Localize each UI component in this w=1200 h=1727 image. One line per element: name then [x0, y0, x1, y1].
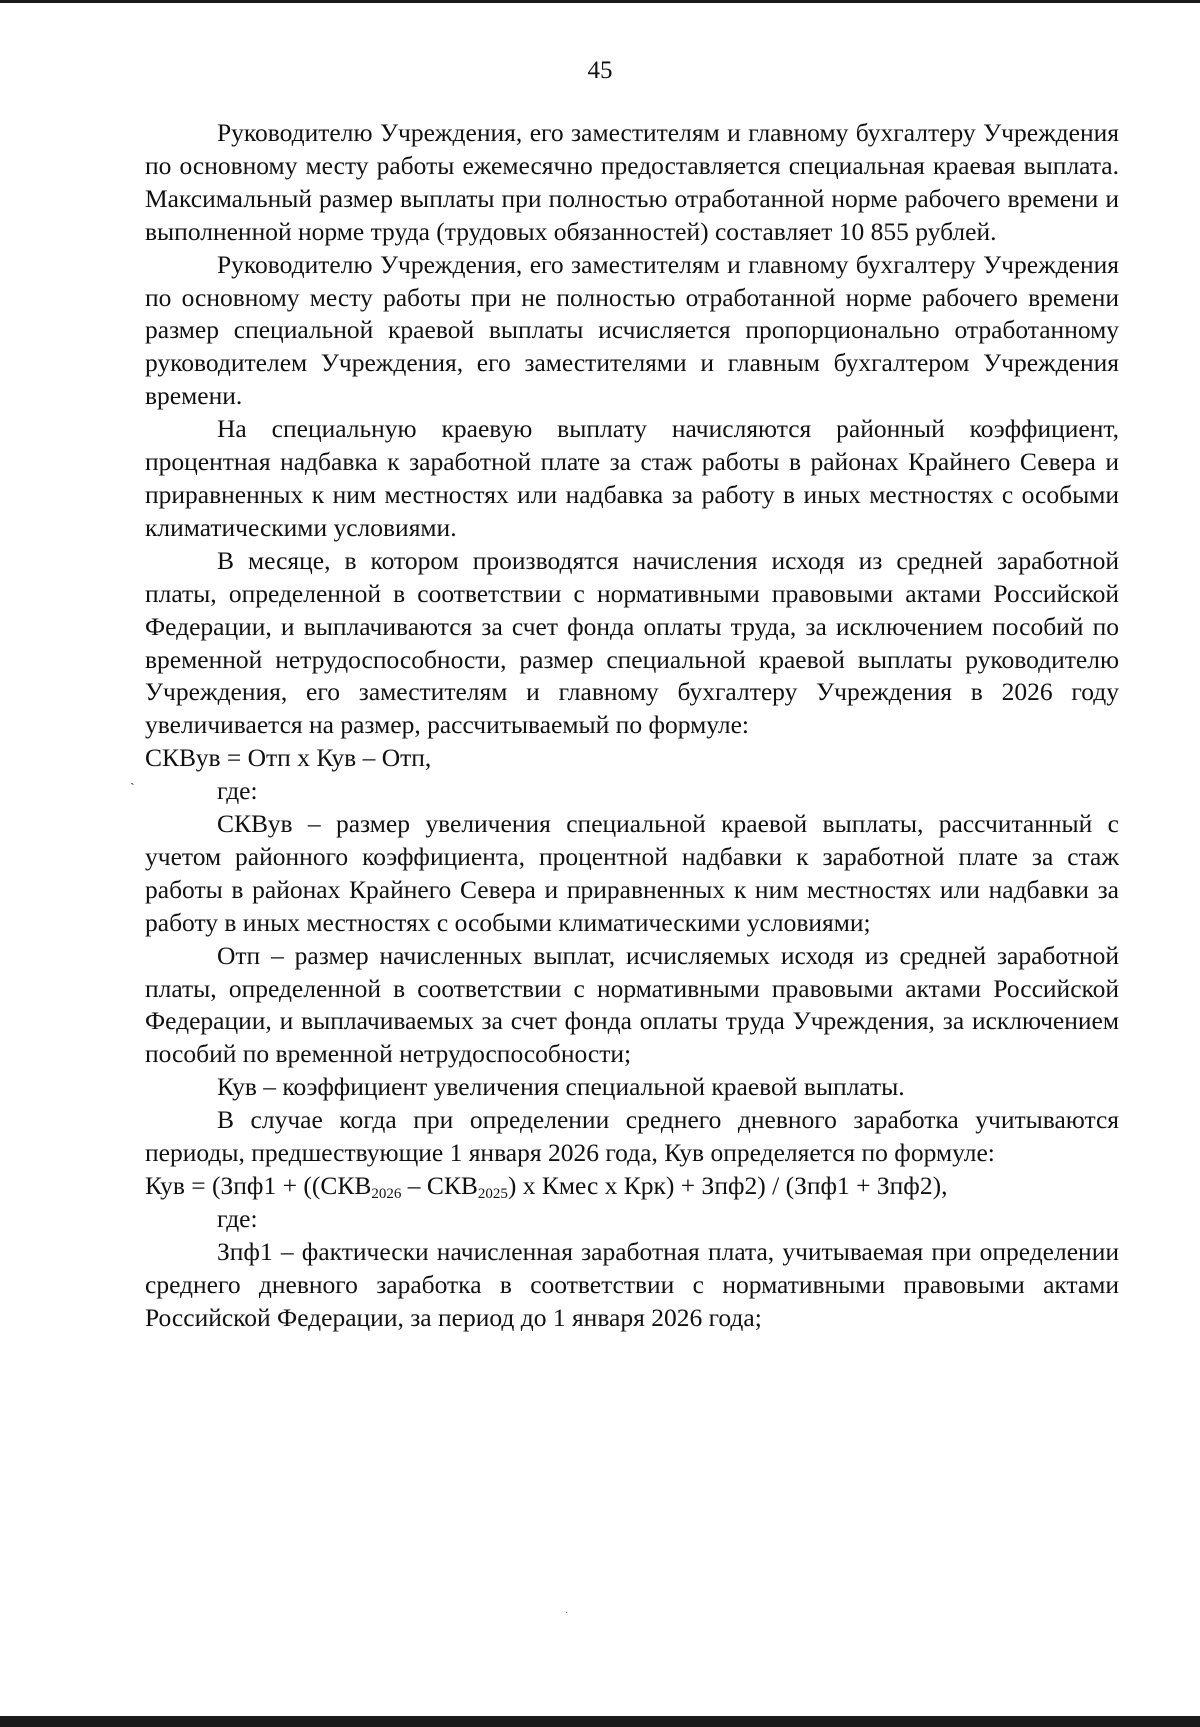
formula-kuv-sub-2025: 2025: [477, 1186, 508, 1202]
paragraph-coefficients: На специальную краевую выплату начисляются районный коэффициент, процентная надбавка к заработной плате за стаж работы в районах Крайнего Севера и приравненных к ним местностях или надбавка за работу в иных местностях с особыми климатическими условиями.: [145, 414, 1119, 542]
scan-mark: ˎ: [130, 771, 135, 786]
document-body: [145, 117, 1119, 1335]
formula-kuv-part1: Кув = (Зпф1 + ((СКВ: [145, 1171, 372, 1200]
formula-kuv-part3: ) х Кмес х Крк) + Зпф2) / (Зпф1 + Зпф2),: [507, 1171, 948, 1200]
page-number: 45: [587, 57, 613, 84]
scan-edge-top: [0, 0, 1200, 3]
where-label-1: где:: [217, 776, 258, 806]
where-label-2: где:: [217, 1203, 258, 1233]
paragraph-kuv-condition: В случае когда при определении среднего дневного заработка учитываются периоды, предшествующие 1 января 2026 года, Кув определяется по формуле:: [145, 1105, 1119, 1168]
formula-skvuv: СКВув = Отп х Кув – Отп,: [145, 743, 432, 773]
paragraph-special-payment: Руководителю Учреждения, его заместителям и главному бухгалтеру Учреждения по основному месту работы ежемесячно предоставляется специальная краевая выплата. Максимальный размер выплаты при полностью отработанной норме рабочего времени и выполненной норме труда (трудовых обязанностей) составляет 10 855 рублей.: [145, 118, 1119, 246]
definition-zpf1: Зпф1 – фактически начисленная заработная плата, учитываемая при определении среднего дневного заработка в соответствии с нормативными правовыми актами Российской Федерации, за период до 1 января 2026 года;: [145, 1236, 1119, 1332]
definition-kuv: Кув – коэффициент увеличения специальной краевой выплаты.: [217, 1072, 905, 1102]
definition-skvuv: СКВув – размер увеличения специальной краевой выплаты, рассчитанный с учетом районного коэффициента, процентной надбавки к заработной плате за стаж работы в районах Крайнего Севера и приравненных к ним местностях или надбавки за работу в иных местностях с особыми климатическими условиями;: [145, 809, 1119, 937]
definition-otp: Отп – размер начисленных выплат, исчисляемых исходя из средней заработной платы, определенной в соответствии с нормативными правовыми актами Российской Федерации, и выплачиваемых за счет фонда оплаты труда Учреждения, за исключением пособий по временной нетрудоспособности;: [145, 940, 1119, 1069]
paragraph-proportional-payment: Руководителю Учреждения, его заместителям и главному бухгалтеру Учреждения по основному месту работы при не полностью отработанной норме рабочего времени размер специальной краевой выплаты исчисляется пропорционально отработанному руководителем Учреждения, его заместителями и главным бухгалтером Учреждения времени.: [145, 249, 1119, 411]
formula-kuv: [145, 1170, 1119, 1203]
formula-kuv-sub-2026: 2026: [371, 1186, 402, 1202]
scan-edge-bottom: [0, 1716, 1200, 1727]
scan-dot: ·: [565, 1608, 569, 1619]
paragraph-increase-rule: В месяце, в котором производятся начисления исходя из средней заработной платы, определенной в соответствии с нормативными правовыми актами Российской Федерации, и выплачиваются за счет фонда оплаты труда, за исключением пособий по временной нетрудоспособности, размер специальной краевой выплаты руководителю Учреждения, его заместителям и главному бухгалтеру Учреждения в 2026 году увеличивается на размер, рассчитываемый по формуле:: [145, 545, 1119, 740]
formula-kuv-part2: – СКВ: [401, 1171, 478, 1200]
